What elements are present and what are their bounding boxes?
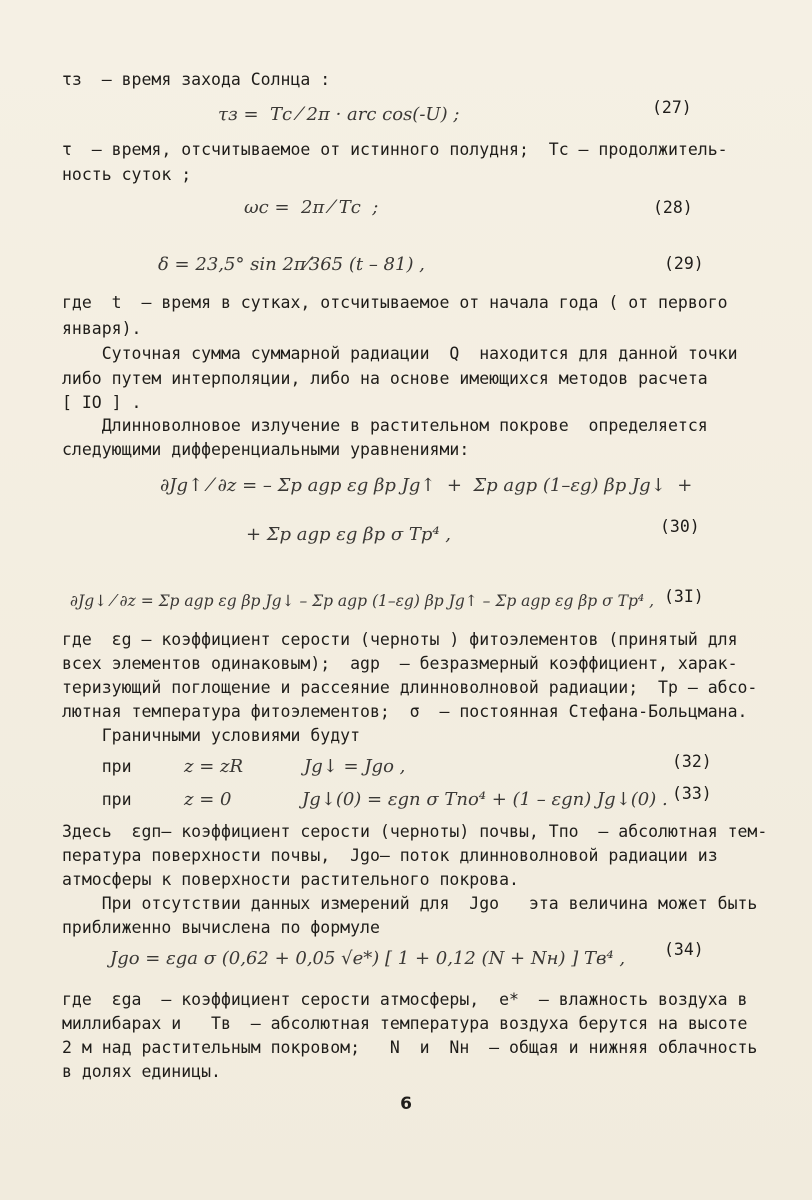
- equation-32-condition: z = zR: [184, 756, 244, 777]
- text-line: лютная температура фитоэлементов; σ – постоянная Стефана-Больцмана.: [62, 702, 748, 721]
- text-line: τ – время, отсчитываемое от истинного полудня; Tс – продолжитель-: [62, 140, 728, 159]
- equation-34: Jgo = εga σ (0,62 + 0,05 √e*) [ 1 + 0,12 (N + Nн) ] Tв⁴ ,: [110, 948, 626, 969]
- equation-30-line1: ∂Jg↑ ⁄ ∂z = – Σp agp εg βp Jg↑ + Σp agp (1–εg) βp Jg↓ +: [160, 475, 693, 496]
- page-number: 6: [400, 1094, 412, 1114]
- equation-number: (28): [653, 198, 693, 217]
- equation-number: (27): [652, 98, 692, 117]
- text-line: при: [62, 757, 132, 776]
- text-line: Здесь εgп– коэффициент серости (черноты) почвы, Tпо – абсолютная тем-: [62, 822, 768, 841]
- text-line: При отсутствии данных измерений для Jgo эта величина может быть: [62, 894, 758, 913]
- equation-number: (33): [672, 784, 712, 803]
- text-line: в долях единицы.: [62, 1062, 221, 1081]
- equation-number: (29): [664, 254, 704, 273]
- text-line: пература поверхности почвы, Jgo– поток длинноволновой радиации из: [62, 846, 718, 865]
- equation-27: τз = Tс ⁄ 2π · arc cos(-U) ;: [218, 104, 460, 125]
- text-line: следующими дифференциальными уравнениями:: [62, 440, 470, 459]
- text-line: приближенно вычислена по формуле: [62, 918, 380, 937]
- equation-33-condition: z = 0: [184, 789, 232, 810]
- text-line: где εga – коэффициент серости атмосферы, e* – влажность воздуха в: [62, 990, 748, 1009]
- text-line: Длинноволновое излучение в растительном покрове определяется: [62, 416, 708, 435]
- equation-30-line2: + Σp agp εg βp σ Tp⁴ ,: [246, 524, 452, 545]
- text-line: [ IO ] .: [62, 393, 142, 412]
- text-line: Граничными условиями будут: [62, 726, 361, 745]
- text-line: либо путем интерполяции, либо на основе имеющихся методов расчета: [62, 369, 708, 388]
- equation-number: (34): [664, 940, 704, 959]
- text-line: января).: [62, 319, 142, 338]
- text-line: где εg – коэффициент серости (черноты ) фитоэлементов (принятый для: [62, 630, 738, 649]
- text-line: ность суток ;: [62, 165, 192, 184]
- equation-31: ∂Jg↓ ⁄ ∂z = Σp agp εg βp Jg↓ – Σp agp (1–εg) βp Jg↑ – Σp agp εg βp σ Tp⁴ ,: [70, 592, 654, 610]
- text-line: всех элементов одинаковым); agp – безразмерный коэффициент, харак-: [62, 654, 738, 673]
- text-line: Суточная сумма суммарной радиации Q находится для данной точки: [62, 344, 738, 363]
- text-line: при: [62, 790, 132, 809]
- text-line: теризующий поглощение и рассеяние длинноволновой радиации; Tp – абсо-: [62, 678, 758, 697]
- equation-29: δ = 23,5° sin 2π⁄365 (t – 81) ,: [158, 254, 425, 275]
- equation-33: Jg↓(0) = εgп σ Tпо⁴ + (1 – εgп) Jg↓(0) .: [302, 789, 668, 810]
- equation-number: (30): [660, 517, 700, 536]
- equation-32: Jg↓ = Jgo ,: [304, 756, 406, 777]
- text-line: атмосферы к поверхности растительного покрова.: [62, 870, 519, 889]
- text-line: τз – время захода Солнца :: [62, 70, 331, 89]
- equation-28: ωс = 2π ⁄ Tс ;: [244, 197, 379, 218]
- text-line: где t – время в сутках, отсчитываемое от начала года ( от первого: [62, 293, 728, 312]
- equation-number: (3I): [664, 587, 704, 606]
- text-line: 2 м над растительным покровом; N и Nн – общая и нижняя облачность: [62, 1038, 758, 1057]
- text-line: миллибарах и Tв – абсолютная температура воздуха берутся на высоте: [62, 1014, 748, 1033]
- equation-number: (32): [672, 752, 712, 771]
